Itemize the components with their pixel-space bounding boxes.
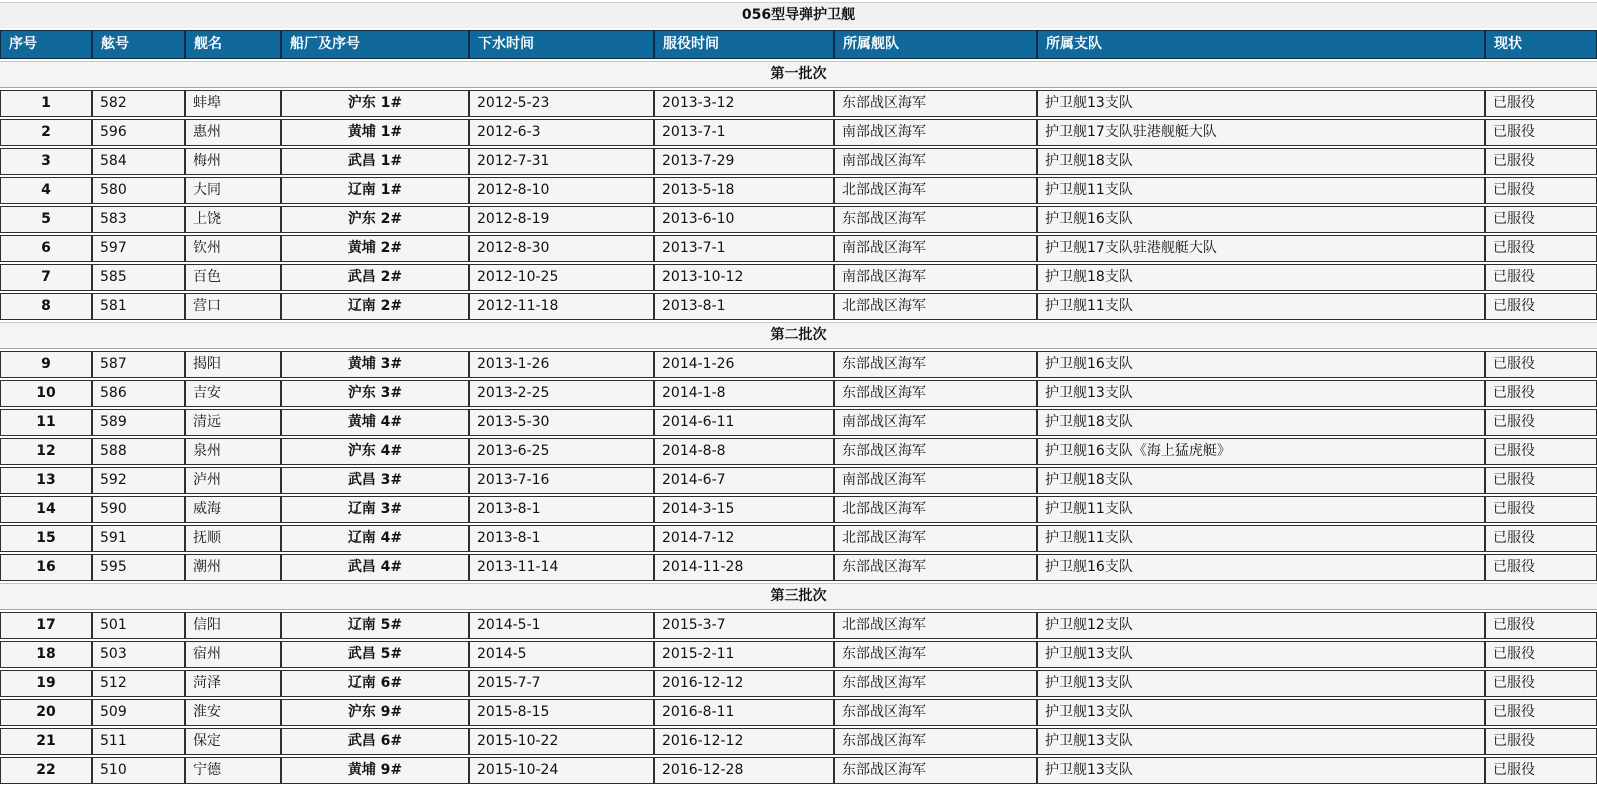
table-row — [0, 525, 1597, 552]
batch-section-row — [0, 583, 1597, 610]
cell-index: 15 — [0, 525, 92, 552]
table-row — [0, 438, 1597, 465]
cell-flotilla: 护卫舰11支队 — [1037, 177, 1485, 204]
column-header-hull-number: 舷号 — [92, 30, 185, 59]
cell-shipyard-serial: 武昌 1# — [281, 148, 469, 175]
cell-launch-date: 2012-8-19 — [469, 206, 654, 233]
cell-shipyard-serial: 辽南 1# — [281, 177, 469, 204]
cell-flotilla: 护卫舰13支队 — [1037, 90, 1485, 117]
cell-commission-date: 2013-5-18 — [654, 177, 834, 204]
cell-flotilla: 护卫舰18支队 — [1037, 467, 1485, 494]
cell-fleet: 东部战区海军 — [834, 554, 1037, 581]
cell-commission-date: 2016-12-28 — [654, 757, 834, 784]
table-row — [0, 496, 1597, 523]
column-header-fleet: 所属舰队 — [834, 30, 1037, 59]
cell-index: 7 — [0, 264, 92, 291]
cell-fleet: 南部战区海军 — [834, 119, 1037, 146]
cell-launch-date: 2013-11-14 — [469, 554, 654, 581]
cell-index: 10 — [0, 380, 92, 407]
cell-index: 11 — [0, 409, 92, 436]
cell-fleet: 南部战区海军 — [834, 467, 1037, 494]
cell-index: 2 — [0, 119, 92, 146]
cell-hull-number: 590 — [92, 496, 185, 523]
cell-launch-date: 2013-6-25 — [469, 438, 654, 465]
cell-fleet: 南部战区海军 — [834, 409, 1037, 436]
cell-hull-number: 589 — [92, 409, 185, 436]
cell-hull-number: 510 — [92, 757, 185, 784]
cell-status: 已服役 — [1485, 90, 1597, 117]
cell-index: 16 — [0, 554, 92, 581]
column-header-status: 现状 — [1485, 30, 1597, 59]
cell-hull-number: 586 — [92, 380, 185, 407]
table-row — [0, 757, 1597, 784]
cell-status: 已服役 — [1485, 496, 1597, 523]
cell-flotilla: 护卫舰13支队 — [1037, 757, 1485, 784]
cell-status: 已服役 — [1485, 467, 1597, 494]
table-row — [0, 409, 1597, 436]
cell-status: 已服役 — [1485, 409, 1597, 436]
cell-ship-name: 梅州 — [185, 148, 281, 175]
cell-ship-name: 信阳 — [185, 612, 281, 639]
cell-flotilla: 护卫舰16支队 — [1037, 206, 1485, 233]
cell-ship-name: 菏泽 — [185, 670, 281, 697]
cell-fleet: 北部战区海军 — [834, 612, 1037, 639]
cell-status: 已服役 — [1485, 757, 1597, 784]
cell-launch-date: 2014-5 — [469, 641, 654, 668]
cell-shipyard-serial: 沪东 4# — [281, 438, 469, 465]
cell-shipyard-serial: 武昌 5# — [281, 641, 469, 668]
cell-hull-number: 512 — [92, 670, 185, 697]
cell-shipyard-serial: 黄埔 2# — [281, 235, 469, 262]
cell-commission-date: 2014-6-7 — [654, 467, 834, 494]
cell-ship-name: 营口 — [185, 293, 281, 320]
cell-commission-date: 2013-6-10 — [654, 206, 834, 233]
cell-ship-name: 保定 — [185, 728, 281, 755]
cell-launch-date: 2012-8-30 — [469, 235, 654, 262]
cell-ship-name: 潮州 — [185, 554, 281, 581]
cell-hull-number: 592 — [92, 467, 185, 494]
cell-commission-date: 2013-3-12 — [654, 90, 834, 117]
cell-hull-number: 588 — [92, 438, 185, 465]
cell-launch-date: 2012-6-3 — [469, 119, 654, 146]
table-row — [0, 90, 1597, 117]
cell-ship-name: 威海 — [185, 496, 281, 523]
cell-hull-number: 597 — [92, 235, 185, 262]
batch-section-label: 第二批次 — [0, 322, 1597, 349]
cell-launch-date: 2015-10-22 — [469, 728, 654, 755]
cell-index: 12 — [0, 438, 92, 465]
batch-section-row — [0, 322, 1597, 349]
cell-ship-name: 宁德 — [185, 757, 281, 784]
cell-shipyard-serial: 辽南 4# — [281, 525, 469, 552]
cell-fleet: 东部战区海军 — [834, 699, 1037, 726]
cell-index: 9 — [0, 351, 92, 378]
cell-flotilla: 护卫舰13支队 — [1037, 641, 1485, 668]
cell-status: 已服役 — [1485, 554, 1597, 581]
cell-launch-date: 2013-5-30 — [469, 409, 654, 436]
cell-ship-name: 惠州 — [185, 119, 281, 146]
cell-ship-name: 清远 — [185, 409, 281, 436]
table-row — [0, 206, 1597, 233]
cell-commission-date: 2014-8-8 — [654, 438, 834, 465]
table-row — [0, 467, 1597, 494]
cell-fleet: 东部战区海军 — [834, 351, 1037, 378]
cell-flotilla: 护卫舰11支队 — [1037, 496, 1485, 523]
table-row — [0, 612, 1597, 639]
cell-commission-date: 2013-10-12 — [654, 264, 834, 291]
table-row — [0, 177, 1597, 204]
cell-ship-name: 吉安 — [185, 380, 281, 407]
cell-index: 3 — [0, 148, 92, 175]
cell-hull-number: 596 — [92, 119, 185, 146]
column-header-ship-name: 舰名 — [185, 30, 281, 59]
cell-ship-name: 百色 — [185, 264, 281, 291]
cell-index: 22 — [0, 757, 92, 784]
cell-hull-number: 584 — [92, 148, 185, 175]
cell-status: 已服役 — [1485, 177, 1597, 204]
cell-index: 13 — [0, 467, 92, 494]
table-row — [0, 119, 1597, 146]
cell-index: 17 — [0, 612, 92, 639]
table-row — [0, 293, 1597, 320]
cell-status: 已服役 — [1485, 264, 1597, 291]
cell-commission-date: 2014-7-12 — [654, 525, 834, 552]
table-row — [0, 641, 1597, 668]
cell-ship-name: 泸州 — [185, 467, 281, 494]
cell-index: 6 — [0, 235, 92, 262]
cell-commission-date: 2015-2-11 — [654, 641, 834, 668]
cell-status: 已服役 — [1485, 293, 1597, 320]
cell-flotilla: 护卫舰18支队 — [1037, 148, 1485, 175]
cell-fleet: 南部战区海军 — [834, 235, 1037, 262]
cell-status: 已服役 — [1485, 641, 1597, 668]
cell-fleet: 东部战区海军 — [834, 380, 1037, 407]
cell-commission-date: 2013-8-1 — [654, 293, 834, 320]
cell-hull-number: 582 — [92, 90, 185, 117]
cell-hull-number: 501 — [92, 612, 185, 639]
cell-flotilla: 护卫舰16支队《海上猛虎艇》 — [1037, 438, 1485, 465]
cell-hull-number: 595 — [92, 554, 185, 581]
cell-shipyard-serial: 武昌 2# — [281, 264, 469, 291]
cell-fleet: 北部战区海军 — [834, 177, 1037, 204]
table-row — [0, 699, 1597, 726]
cell-commission-date: 2014-6-11 — [654, 409, 834, 436]
table-row — [0, 554, 1597, 581]
cell-flotilla: 护卫舰13支队 — [1037, 670, 1485, 697]
cell-index: 20 — [0, 699, 92, 726]
cell-launch-date: 2014-5-1 — [469, 612, 654, 639]
table-row — [0, 351, 1597, 378]
column-header-shipyard-serial: 船厂及序号 — [281, 30, 469, 59]
cell-hull-number: 509 — [92, 699, 185, 726]
cell-fleet: 南部战区海军 — [834, 148, 1037, 175]
cell-ship-name: 揭阳 — [185, 351, 281, 378]
cell-shipyard-serial: 武昌 6# — [281, 728, 469, 755]
cell-ship-name: 抚顺 — [185, 525, 281, 552]
cell-commission-date: 2016-8-11 — [654, 699, 834, 726]
column-header-launch-date: 下水时间 — [469, 30, 654, 59]
cell-flotilla: 护卫舰18支队 — [1037, 264, 1485, 291]
cell-fleet: 南部战区海军 — [834, 264, 1037, 291]
title-row — [0, 2, 1597, 28]
cell-status: 已服役 — [1485, 699, 1597, 726]
cell-flotilla: 护卫舰13支队 — [1037, 699, 1485, 726]
cell-index: 21 — [0, 728, 92, 755]
cell-index: 18 — [0, 641, 92, 668]
cell-hull-number: 591 — [92, 525, 185, 552]
cell-shipyard-serial: 武昌 3# — [281, 467, 469, 494]
cell-launch-date: 2012-8-10 — [469, 177, 654, 204]
cell-launch-date: 2012-5-23 — [469, 90, 654, 117]
cell-fleet: 东部战区海军 — [834, 206, 1037, 233]
cell-commission-date: 2016-12-12 — [654, 728, 834, 755]
cell-hull-number: 587 — [92, 351, 185, 378]
cell-shipyard-serial: 辽南 6# — [281, 670, 469, 697]
column-header-commission-date: 服役时间 — [654, 30, 834, 59]
cell-launch-date: 2012-11-18 — [469, 293, 654, 320]
cell-ship-name: 大同 — [185, 177, 281, 204]
cell-ship-name: 钦州 — [185, 235, 281, 262]
cell-shipyard-serial: 辽南 2# — [281, 293, 469, 320]
cell-shipyard-serial: 黄埔 9# — [281, 757, 469, 784]
cell-fleet: 东部战区海军 — [834, 641, 1037, 668]
cell-fleet: 北部战区海军 — [834, 525, 1037, 552]
cell-fleet: 东部战区海军 — [834, 757, 1037, 784]
cell-shipyard-serial: 辽南 5# — [281, 612, 469, 639]
cell-status: 已服役 — [1485, 235, 1597, 262]
cell-index: 5 — [0, 206, 92, 233]
cell-shipyard-serial: 黄埔 1# — [281, 119, 469, 146]
cell-status: 已服役 — [1485, 525, 1597, 552]
cell-launch-date: 2013-8-1 — [469, 525, 654, 552]
cell-status: 已服役 — [1485, 670, 1597, 697]
cell-fleet: 北部战区海军 — [834, 293, 1037, 320]
cell-ship-name: 淮安 — [185, 699, 281, 726]
cell-commission-date: 2013-7-1 — [654, 119, 834, 146]
cell-shipyard-serial: 沪东 1# — [281, 90, 469, 117]
cell-flotilla: 护卫舰18支队 — [1037, 409, 1485, 436]
table-row — [0, 670, 1597, 697]
table-row — [0, 264, 1597, 291]
cell-shipyard-serial: 黄埔 3# — [281, 351, 469, 378]
cell-commission-date: 2013-7-29 — [654, 148, 834, 175]
column-header-flotilla: 所属支队 — [1037, 30, 1485, 59]
cell-status: 已服役 — [1485, 438, 1597, 465]
cell-fleet: 东部战区海军 — [834, 438, 1037, 465]
cell-flotilla: 护卫舰13支队 — [1037, 728, 1485, 755]
cell-flotilla: 护卫舰16支队 — [1037, 351, 1485, 378]
cell-status: 已服役 — [1485, 119, 1597, 146]
cell-launch-date: 2015-10-24 — [469, 757, 654, 784]
cell-shipyard-serial: 黄埔 4# — [281, 409, 469, 436]
table-title: 056型导弹护卫舰 — [0, 2, 1597, 28]
batch-section-row — [0, 61, 1597, 88]
cell-index: 8 — [0, 293, 92, 320]
cell-launch-date: 2015-7-7 — [469, 670, 654, 697]
cell-status: 已服役 — [1485, 148, 1597, 175]
cell-ship-name: 泉州 — [185, 438, 281, 465]
cell-shipyard-serial: 辽南 3# — [281, 496, 469, 523]
cell-hull-number: 581 — [92, 293, 185, 320]
cell-shipyard-serial: 武昌 4# — [281, 554, 469, 581]
column-header-row — [0, 30, 1597, 59]
cell-flotilla: 护卫舰11支队 — [1037, 525, 1485, 552]
cell-shipyard-serial: 沪东 9# — [281, 699, 469, 726]
cell-launch-date: 2013-8-1 — [469, 496, 654, 523]
cell-commission-date: 2013-7-1 — [654, 235, 834, 262]
cell-flotilla: 护卫舰11支队 — [1037, 293, 1485, 320]
cell-commission-date: 2014-11-28 — [654, 554, 834, 581]
column-header-index: 序号 — [0, 30, 92, 59]
cell-flotilla: 护卫舰12支队 — [1037, 612, 1485, 639]
cell-hull-number: 503 — [92, 641, 185, 668]
cell-shipyard-serial: 沪东 3# — [281, 380, 469, 407]
cell-launch-date: 2015-8-15 — [469, 699, 654, 726]
cell-fleet: 北部战区海军 — [834, 496, 1037, 523]
cell-fleet: 东部战区海军 — [834, 670, 1037, 697]
cell-flotilla: 护卫舰13支队 — [1037, 380, 1485, 407]
cell-commission-date: 2016-12-12 — [654, 670, 834, 697]
cell-hull-number: 585 — [92, 264, 185, 291]
cell-launch-date: 2013-2-25 — [469, 380, 654, 407]
cell-fleet: 东部战区海军 — [834, 728, 1037, 755]
cell-ship-name: 蚌埠 — [185, 90, 281, 117]
cell-launch-date: 2013-7-16 — [469, 467, 654, 494]
cell-commission-date: 2014-3-15 — [654, 496, 834, 523]
cell-launch-date: 2013-1-26 — [469, 351, 654, 378]
cell-ship-name: 宿州 — [185, 641, 281, 668]
cell-status: 已服役 — [1485, 380, 1597, 407]
table-body — [0, 61, 1597, 784]
batch-section-label: 第三批次 — [0, 583, 1597, 610]
cell-index: 1 — [0, 90, 92, 117]
cell-index: 19 — [0, 670, 92, 697]
cell-hull-number: 580 — [92, 177, 185, 204]
cell-hull-number: 583 — [92, 206, 185, 233]
cell-shipyard-serial: 沪东 2# — [281, 206, 469, 233]
cell-hull-number: 511 — [92, 728, 185, 755]
table-row — [0, 235, 1597, 262]
cell-status: 已服役 — [1485, 206, 1597, 233]
batch-section-label: 第一批次 — [0, 61, 1597, 88]
cell-commission-date: 2014-1-8 — [654, 380, 834, 407]
cell-flotilla: 护卫舰17支队驻港舰艇大队 — [1037, 119, 1485, 146]
cell-launch-date: 2012-7-31 — [469, 148, 654, 175]
cell-status: 已服役 — [1485, 728, 1597, 755]
table-row — [0, 148, 1597, 175]
cell-commission-date: 2015-3-7 — [654, 612, 834, 639]
cell-index: 14 — [0, 496, 92, 523]
cell-flotilla: 护卫舰16支队 — [1037, 554, 1485, 581]
cell-status: 已服役 — [1485, 612, 1597, 639]
cell-index: 4 — [0, 177, 92, 204]
cell-launch-date: 2012-10-25 — [469, 264, 654, 291]
table-row — [0, 380, 1597, 407]
cell-fleet: 东部战区海军 — [834, 90, 1037, 117]
cell-status: 已服役 — [1485, 351, 1597, 378]
cell-ship-name: 上饶 — [185, 206, 281, 233]
cell-commission-date: 2014-1-26 — [654, 351, 834, 378]
cell-flotilla: 护卫舰17支队驻港舰艇大队 — [1037, 235, 1485, 262]
